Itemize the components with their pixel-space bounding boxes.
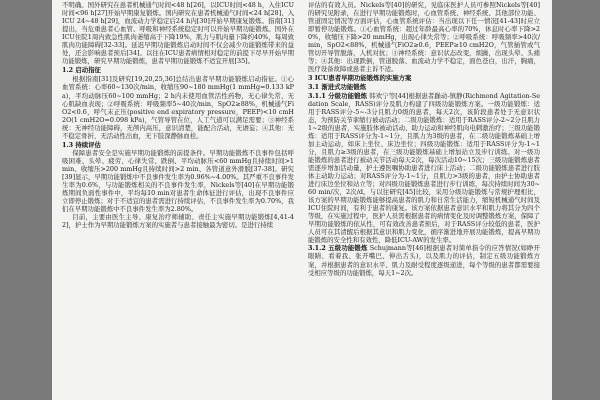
paragraph-graded-exercise: [308, 92, 540, 245]
right-column: [308, 1, 540, 398]
section-heading-3-1: [308, 83, 540, 91]
section-heading-1-3: [62, 141, 294, 149]
section-title: 持续评估: [75, 140, 101, 149]
section-number: 1.2: [62, 66, 74, 75]
section-title: 启动指征: [75, 66, 101, 75]
section-heading-1-2: [62, 66, 294, 74]
section-number: 3.1.1: [308, 91, 326, 100]
paragraph-stop-criteria: 评估的有效人员。Nickels等[40]的研究，见临床医护人员可参照Nickels等[40]的研究见附录，在进行早期功能锻炼时，心血管系统、神经系统、其他部位功能、管道固定情况等方面评估，心血管系统评估：当出现以下任一情况[41-43]时应立即暂停功能锻炼。①心血管系统：超过年龄最高心率的70%，休息时心率下降>20%，收缩压下降>20 mmHg，出现心律失常等；②呼吸系统：呼吸频率>40次/min，SpO2<88%，机械通气FiO2≥0.6，PEEP≥10 cmH2O，气管插管或气管切开导管脱落，人机对抗；③神经系统：意识状态改变，烦躁，出现头晕、头痛等；④其他：出现跌倒，管道脱落、血流动力学不稳定，面色苍白，出汗，胸痛，医疗设备故障或患者主诉不适。: [308, 1, 540, 74]
section-heading-3: [308, 74, 540, 82]
journal-page: [52, 0, 552, 400]
section-number: 3.1: [308, 83, 320, 92]
section-number: 3: [308, 74, 313, 83]
paragraph-text: Schujmann等[46]根据患者对简单指令的应答情况(如睁开眼睛、看着我、张开嘴巴、伸出舌头)，以及肌力的评估，制定五级功能锻炼方案，并根据患者的意识水平、肌力及耐受程度逐级递进，每个等级的患者都需要接受相应等级的功能锻炼，每天1~2次。: [308, 244, 540, 277]
section-number: 1.3: [62, 140, 74, 149]
section-title: 分级功能锻炼: [328, 91, 368, 100]
paragraph-implementers: 目前，主要由医生主导、康复治疗师辅助、责任主实施早期功能锻炼[4,41-42]，护士作为早期功能锻炼方案的实施者与患者接触最为密切。是进行持续: [62, 213, 294, 230]
section-heading-3-1-1: [308, 92, 367, 100]
paragraph-continuous-assessment: 保障患者安全是实施早期功能锻炼的前提条件。早期功能锻炼不良事件包括呼吸困难、头晕、疲劳、心律失常、跌倒、平均动脉压<60 mmHg且持续时间>1 min、收缩压>200 mmHg且持续时间>2 min、各管道意外滑脱[37-38]。研究[39]显示，早期功能锻炼中不良事件发生率为0.96%~4.00%。其严重不良事件发生率为0.6%，与功能锻炼相关的不良事件发生率，Nickels等[40]在早期功能锻炼期间负面性事件中，平均每10 min对患者生命体征进行评估，出现不良事件应立即停止锻炼；对于不适宜的患者需进行持续评估，不良事件发生率为0.70%，我们在早期功能锻炼中不良事件发生率为2.80%。: [62, 148, 294, 214]
paragraph-startup-timing: 不明确。国外研究在患者机械通气时间<48 h[26]，以ICU时间<48 h，入住ICU时间<96 h[27]开始早期康复锻炼。国内研究在患者机械通气时间<24 h[28]、入ICU 24~48 h[29]，血流动力学稳定后24 h内[30]开始早期康复锻炼。指南[31]提出，当危重患者心血管、呼吸和神经系统稳定时可以开始早期功能锻炼。国外在ICU住院1周内致急性肌肉萎缩高于下降19%，肌力与肌肉量下降约40%，每周致肌肉功能障碍[32-33]。延迟早期功能锻炼启动时间不仅会减少功能锻炼带来的益处，还会影响患者预后[34]。以往在ICU患者病情相对稳定的前提下尽早开始早期功能锻炼，研究早期功能锻炼，患者早期功能锻炼不适宜开展[35]。: [62, 1, 294, 66]
paragraph-text: 韩欢宁等[44]根据患者躁动-镇静(Richmond Agitation-Sedation Scale，RASS)评分及肌力构建了四级功能锻炼方案。一级功能锻炼：适用于RASS评分-5~-3分且肌力0级的患者，每天2次，该阶段患者处于无意识状态，为预防关节挛缩行被动活动；二级功能锻炼：适用于RASS评分-2~2分且肌力1~2级的患者，实施肢体被动活动、助力运动和神经肌肉电刺激治疗；三级功能锻炼：适用于RASS评分为-1~1分，且肌力为3级的患者，在二级功能锻炼基础上增加主动运动，如床上坐位、床边坐位；四级功能锻炼：适用于RASS评分为-1~1分，且肌力≥3级的患者，在三级功能锻炼基础上增加站立及步行训练。对一级功能锻炼的患者进行被动关节活动每天2次，每次活动10~15次；三级功能锻炼患者需逐步增加活动量，护士遵医嘱协助患者进行床上活动；二级功能锻炼患者进行肢体主动助力运动；对RASS评分为-1~1分，且肌力>3级的患者，由护士协助患者进行床边坐位和站立等；对四级功能锻炼患者进行步行训练，每次持续时间为30~60 min/次，2次/d。与以往研究[45]比较，采用分级功能锻炼与常规护理相比，该方案的早期功能锻炼能够提高患者的肌力和日常生活能力，缩短机械通气时间及ICU住院时间，有利于患者的康复。该方案依据患者意识水平和肌力将其分为四个等级，在实施过程中，医护人员需根据患者的病情变化及时调整锻炼方案，保障了早期功能锻炼的依从性，可有效改善患者预后，对于RASS评分较低的患者，医护人员可在其清醒后根据其意识和肌力变化，循序渐进地开展功能锻炼，提高早期功能锻炼的安全性和有效性，降低ICU-AW的发生率。: [308, 91, 540, 245]
section-number: 3.1.2: [308, 244, 326, 253]
section-title: 五级功能锻炼: [328, 244, 368, 253]
section-title: 渐进式功能锻炼: [321, 83, 367, 92]
section-title: ICU患者早期功能锻炼的实施方案: [314, 74, 412, 83]
paragraph-five-level-exercise: [308, 244, 540, 276]
paragraph-startup-indications: 根据指南[31]及研究[19,20,25,36]总结出患者早期功能锻炼启动指征。①心血管系统：心率60~130次/min，收缩压90~180 mmHg(1 mmHg=0.133 kPa)，平均动脉压60~100 mmHg；2 h内未使用血管活性药物，无心律失常、无心肌缺血表现；②呼吸系统：呼吸频率5~40次/min，SpO2≥88%，机械通气FiO2<0.6，呼气末正压(positive end expiratory pressure，PEEP)<10 cmH2O(1 cmH2O=0.098 kPa)，气管导管在位，人工气道可以满足需要；③神经系统：无神经功能障碍，无颅内高压，意识清楚，能配合活动，无谵妄；④其他：无不稳定骨折，无活动性出血，无下肢深静脉血栓。: [62, 75, 294, 140]
left-column: [62, 1, 294, 398]
